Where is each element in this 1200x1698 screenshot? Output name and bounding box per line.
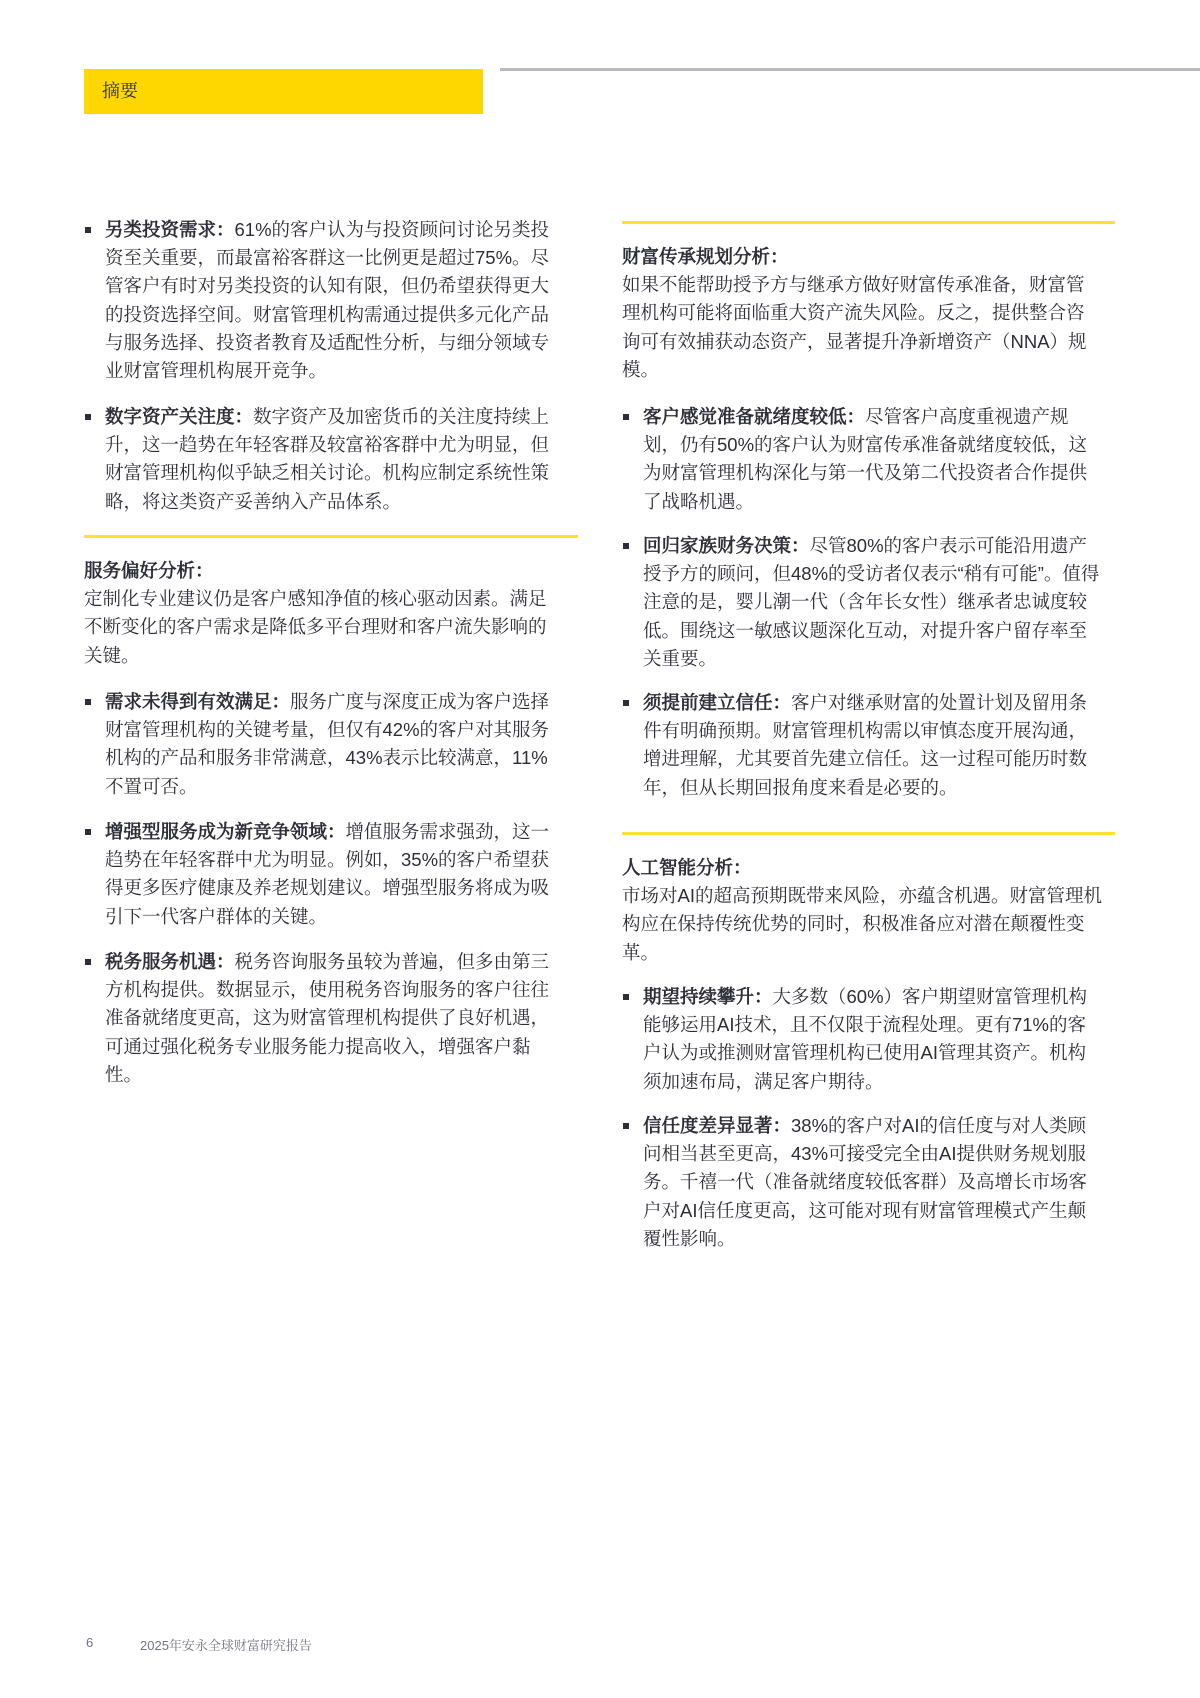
section-heading: 财富传承规划分析：: [622, 246, 789, 267]
bullet-alternative-investment: [84, 216, 564, 385]
left-column: [84, 0, 564, 1698]
bullet-family-decisions: [622, 532, 1102, 673]
section-heading: 服务偏好分析：: [84, 560, 214, 581]
bullet-text: 客户对继承财富的处置计划及留用条件有明确预期。财富管理机构需以审慎态度开展沟通，增进理解，尤其要首先建立信任。这一过程可能历时数年，但从长期回报角度来看是必要的。: [643, 692, 1088, 798]
bullet-text: 38%的客户对AI的信任度与对人类顾问相当甚至更高，43%可接受完全由AI提供财务规划服务。千禧一代（准备就绪度较低客群）及高增长市场客户对AI信任度更高，这可能对现有财富管理模式产生颠覆性影响。: [643, 1115, 1088, 1249]
bullet-text: 尽管客户高度重视遗产规划，仍有50%的客户认为财富传承准备就绪度较低，这为财富管理机构深化与第一代及第二代投资者合作提供了战略机遇。: [643, 406, 1088, 512]
bullet-text: 税务咨询服务虽较为普遍，但多由第三方机构提供。数据显示，使用税务咨询服务的客户往往准备就绪度更高，这为财富管理机构提供了良好机遇，可通过强化税务专业服务能力提高收入，增强客户黏性。: [105, 951, 550, 1085]
section-rule: [84, 535, 578, 538]
bullet-rising-expectations: [622, 983, 1102, 1096]
bullet-label: 期望持续攀升：: [643, 986, 773, 1007]
bullet-icon: [85, 959, 91, 965]
bullet-enhanced-services: [84, 818, 564, 931]
bullet-icon: [623, 994, 629, 1000]
bullet-text: 数字资产及加密货币的关注度持续上升，这一趋势在年轻客群及较富裕客群中尤为明显，但财富管理机构似乎缺乏相关讨论。机构应制定系统性策略，将这类资产妥善纳入产品体系。: [105, 406, 550, 512]
bullet-label: 信任度差异显著：: [643, 1115, 792, 1136]
report-title: 2025年安永全球财富研究报告: [140, 1638, 312, 1653]
section-tag-label: 摘要: [102, 81, 138, 101]
succession-section: [622, 243, 1102, 384]
bullet-label: 另类投资需求：: [105, 219, 235, 240]
bullet-icon: [85, 227, 91, 233]
bullet-icon: [623, 414, 629, 420]
section-intro: 如果不能帮助授予方与继承方做好财富传承准备，财富管理机构可能将面临重大资产流失风险。反之，提供整合咨询可有效捕获动态资产，显著提升净新增资产（NNA）规模。: [622, 274, 1087, 380]
bullet-text: 61%的客户认为与投资顾问讨论另类投资至关重要，而最富裕客群这一比例更是超过75%。尽管客户有时对另类投资的认知有限，但仍希望获得更大的投资选择空间。财富管理机构需通过提供多元化产品与服务选择、投资者教育及适配性分析，与细分领域专业财富管理机构展开竞争。: [105, 219, 550, 382]
bullet-unmet-demand: [84, 688, 564, 801]
bullet-label: 需求未得到有效满足：: [105, 691, 291, 712]
bullet-label: 客户感觉准备就绪度较低：: [643, 406, 866, 427]
bullet-icon: [85, 414, 91, 420]
bullet-icon: [85, 829, 91, 835]
bullet-label: 回归家族财务决策：: [643, 535, 810, 556]
bullet-icon: [85, 699, 91, 705]
bullet-text: 服务广度与深度正成为客户选择财富管理机构的关键考量，但仅有42%的客户对其服务机构的产品和服务非常满意，43%表示比较满意，11%不置可否。: [105, 691, 550, 797]
bullet-label: 税务服务机遇：: [105, 951, 235, 972]
bullet-icon: [623, 543, 629, 549]
bullet-digital-assets: [84, 403, 564, 516]
bullet-text: 增值服务需求强劲，这一趋势在年轻客群中尤为明显。例如，35%的客户希望获得更多医疗健康及养老规划建议。增强型服务将成为吸引下一代客户群体的关键。: [105, 821, 550, 927]
bullet-label: 数字资产关注度：: [105, 406, 254, 427]
bullet-build-trust: [622, 689, 1102, 802]
ai-section: [622, 854, 1102, 967]
bullet-trust-gap: [622, 1112, 1102, 1253]
page-number: 6: [86, 1635, 94, 1650]
bullet-text: 尽管80%的客户表示可能沿用遗产授予方的顾问，但48%的受访者仅表示“稍有可能”。值得注意的是，婴儿潮一代（含年长女性）继承者忠诚度较低。围绕这一敏感议题深化互动，对提升客户留存率至关重要。: [643, 535, 1100, 669]
section-rule: [622, 221, 1115, 224]
bullet-tax-services: [84, 948, 564, 1089]
right-column: [622, 0, 1102, 1698]
bullet-icon: [623, 1123, 629, 1129]
section-rule: [622, 832, 1115, 835]
section-intro: 定制化专业建议仍是客户感知净值的核心驱动因素。满足不断变化的客户需求是降低多平台理财和客户流失影响的关键。: [84, 588, 547, 666]
bullet-label: 须提前建立信任：: [643, 692, 792, 713]
bullet-low-readiness: [622, 403, 1102, 516]
bullet-label: 增强型服务成为新竞争领域：: [105, 821, 346, 842]
bullet-text: 大多数（60%）客户期望财富管理机构能够运用AI技术，且不仅限于流程处理。更有71%的客户认为或推测财富管理机构已使用AI管理其资产。机构须加速布局，满足客户期待。: [643, 986, 1088, 1092]
section-heading: 人工智能分析：: [622, 857, 752, 878]
bullet-icon: [623, 700, 629, 706]
service-section: [84, 557, 564, 670]
section-intro: 市场对AI的超高预期既带来风险，亦蕴含机遇。财富管理机构应在保持传统优势的同时，积极准备应对潜在颠覆性变革。: [622, 885, 1102, 963]
